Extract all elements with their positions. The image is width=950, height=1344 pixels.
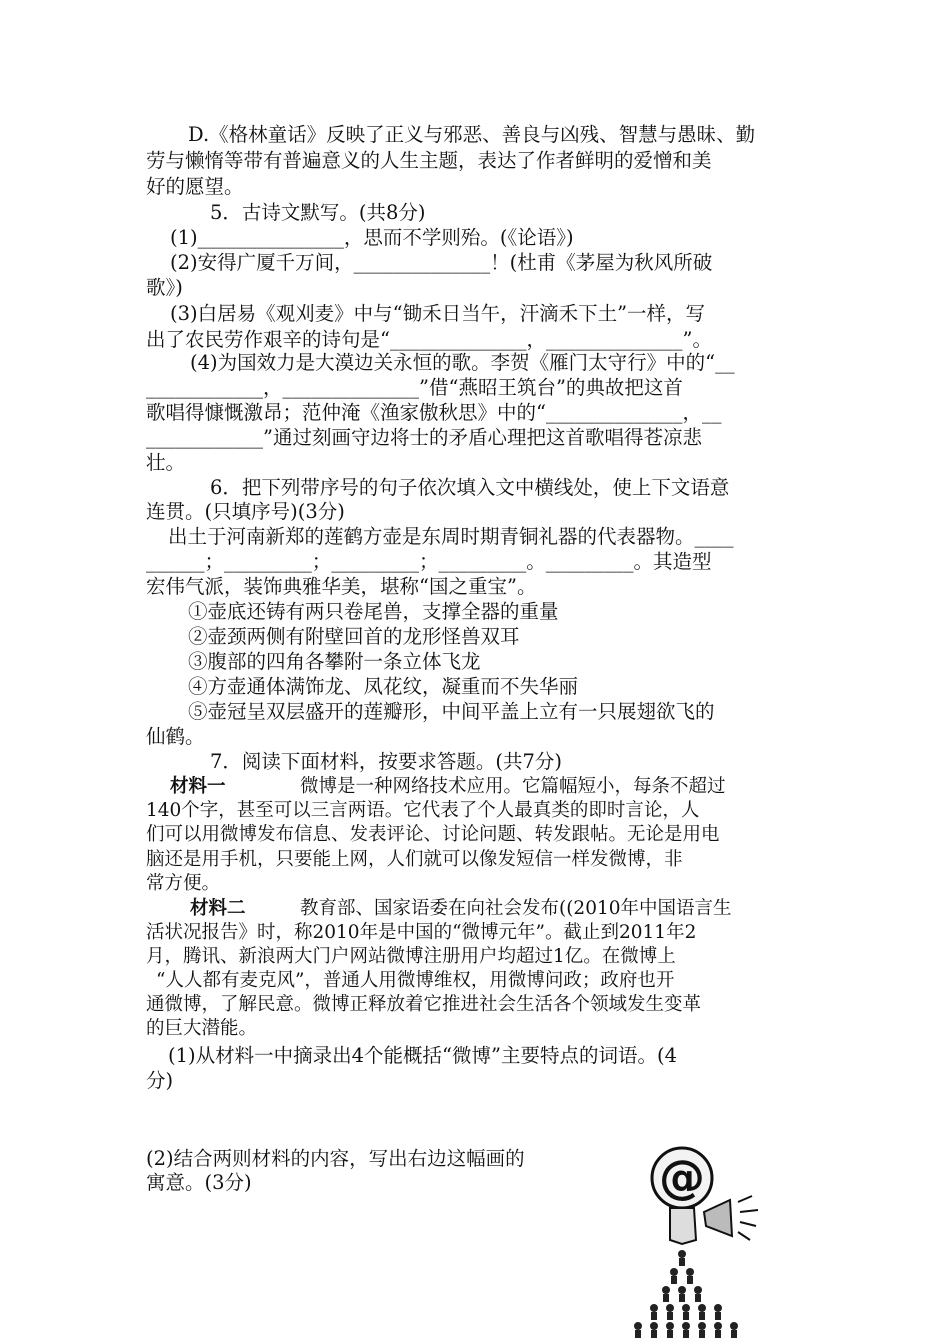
material1-line: 常方便。: [146, 873, 221, 894]
q5-line: 出了农民劳作艰辛的诗句是“______________，______________”。: [146, 328, 712, 351]
weibo-illustration: [620, 1140, 780, 1344]
q5-line: (3)白居易《观刈麦》中与“锄禾日当午，汗滴禾下土”一样，写: [170, 302, 706, 325]
material1-line: 微博是一种网络技术应用。它篇幅短小，每条不超过: [300, 776, 726, 797]
material1-line: 脑还是用手机，只要能上网，人们就可以像发短信一样发微博，非: [146, 849, 683, 870]
at-glyph: @: [659, 1150, 705, 1204]
q4-optD-line1: D.《格林童话》反映了正义与邪恶、善良与凶残、智慧与愚昧、勤: [188, 123, 756, 146]
human-pyramid-icon: [634, 1250, 738, 1338]
q6-passage-line: 宏伟气派，装饰典雅华美，堪称“国之重宝”。: [146, 575, 537, 598]
q5-line: 歌》): [146, 276, 183, 299]
q7-title: 7．阅读下面材料，按要求答题。(共7分): [210, 750, 563, 773]
q7-sub2-line: 寓意。(3分): [146, 1171, 252, 1194]
q5-line: ____________，______________”借“燕昭王筑台”的典故把这首: [146, 376, 683, 399]
q7-sub1-line: 分): [146, 1069, 174, 1092]
material2-label: 材料二: [190, 898, 246, 919]
material2-line: 活状况报告》时，称2010年是中国的“微博元年”。截止到2011年2: [146, 922, 697, 943]
q5-line: (1)_______________，思而不学则殆。(《论语》): [170, 226, 574, 249]
material2-line: 月，腾讯、新浪两大门户网站微博注册用户均超过1亿。在微博上: [146, 946, 676, 967]
q6-option: ⑤壶冠呈双层盛开的莲瓣形，中间平盖上立有一只展翅欲飞的: [188, 700, 715, 723]
q6-title: 6．把下列带序号的句子依次填入文中横线处，使上下文语意: [210, 476, 730, 499]
material2-line: “人人都有麦克风”，普通人用微博维权，用微博问政；政府也开: [156, 970, 675, 991]
q6-option: ①壶底还铸有两只卷尾兽，支撑全器的重量: [188, 600, 559, 623]
material2-line: 教育部、国家语委在向社会发布((2010年中国语言生: [300, 898, 732, 919]
material2-line: 通微博，了解民意。微博正释放着它推进社会生活各个领域发生变革: [146, 994, 702, 1015]
q6-option: ②壶颈两侧有附壁回首的龙形怪兽双耳: [188, 625, 520, 648]
q5-title: 5．古诗文默写。(共8分): [210, 201, 426, 224]
q4-optD-line3: 好的愿望。: [146, 175, 244, 198]
q5-line: (2)安得广厦千万间，______________！(杜甫《茅屋为秋风所破: [170, 251, 713, 274]
q5-line: ____________”通过刻画守边将士的矛盾心理把这首歌唱得苍凉悲: [146, 426, 702, 449]
q6-passage-line: 出土于河南新郑的莲鹤方壶是东周时期青铜礼器的代表器物。____: [168, 525, 734, 548]
q5-line: (4)为国效力是大漠边关永恒的歌。李贺《雁门太守行》中的“__: [190, 351, 735, 374]
material1-line: 们可以用微博发布信息、发表评论、讨论问题、转发跟帖。无论是用电: [146, 824, 720, 845]
material2-line: 的巨大潜能。: [146, 1018, 258, 1039]
q6-option: 仙鹤。: [146, 725, 205, 748]
q7-sub1-line: (1)从材料一中摘录出4个能概括“微博”主要特点的词语。(4: [168, 1044, 677, 1067]
q7-sub2-line: (2)结合两则材料的内容，写出右边这幅画的: [146, 1147, 525, 1170]
q5-line: 歌唱得慷慨激昂；范仲淹《渔家傲秋思》中的“______________，__: [146, 401, 722, 424]
q6-title-cont: 连贯。(只填序号)(3分): [146, 500, 345, 523]
q6-option: ④方壶通体满饰龙、凤花纹，凝重而不失华丽: [188, 675, 579, 698]
material1-label: 材料一: [170, 776, 226, 797]
q4-optD-line2: 劳与懒惰等带有普遍意义的人生主题，表达了作者鲜明的爱憎和美: [146, 149, 712, 172]
q6-passage-line: ______；_________；_________；_________。_________。其造型: [146, 550, 712, 573]
material1-line: 140个字，甚至可以三言两语。它代表了个人最真类的即时言论，人: [146, 800, 700, 821]
q5-line: 壮。: [146, 451, 186, 474]
at-symbol-icon: [652, 1148, 712, 1208]
q6-option: ③腹部的四角各攀附一条立体飞龙: [188, 650, 481, 673]
